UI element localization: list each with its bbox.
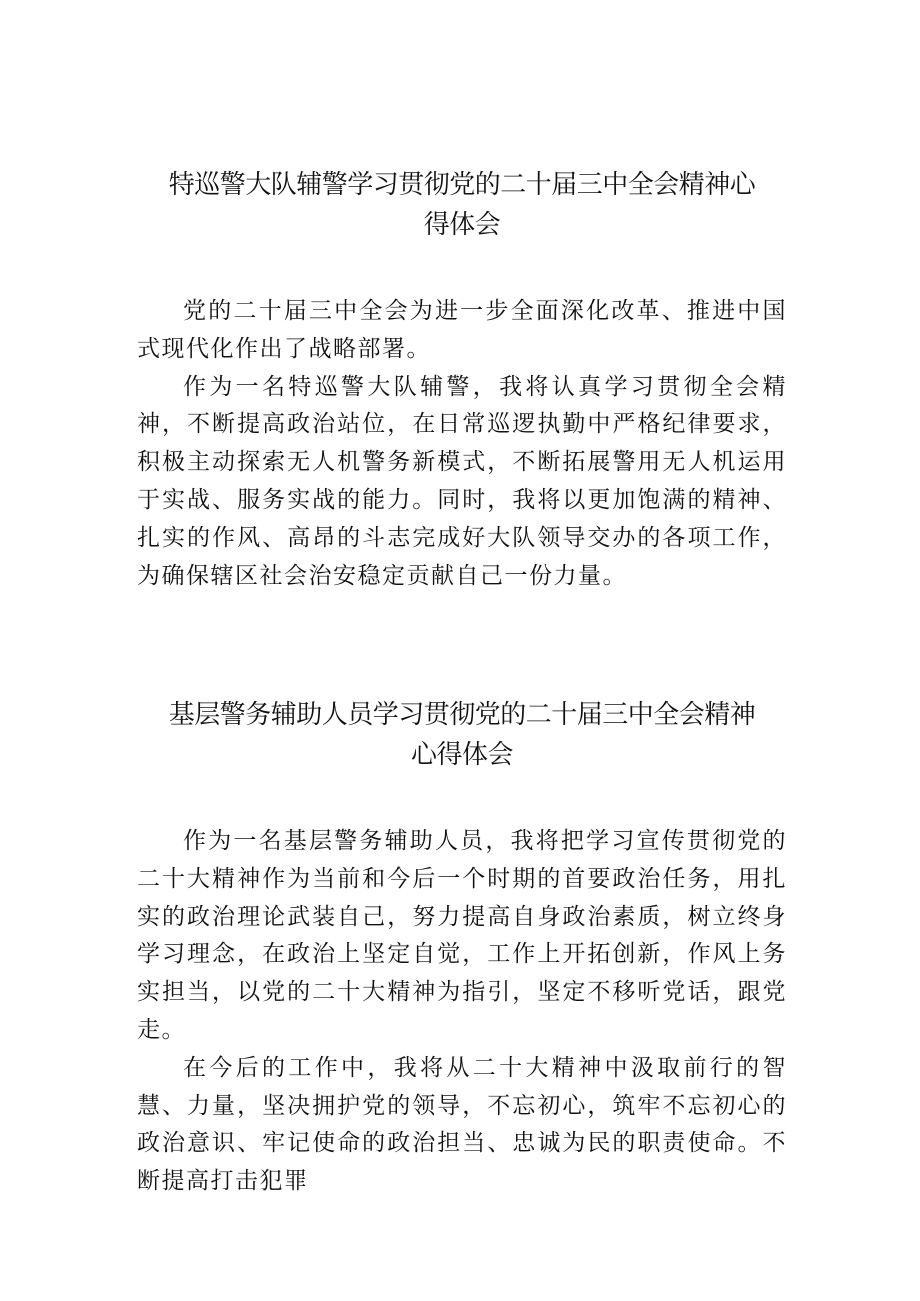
article-1-title-line-1: 特巡警大队辅警学习贯彻党的二十届三中全会精神心 bbox=[168, 170, 756, 200]
article-2-title-line-1: 基层警务辅助人员学习贯彻党的二十届三中全会精神 bbox=[168, 700, 756, 730]
article-1 bbox=[137, 165, 787, 595]
article-2-title bbox=[137, 695, 787, 775]
article-2-paragraph-1: 作为一名基层警务辅助人员，我将把学习宣传贯彻党的二十大精神作为当前和今后一个时期的首要政治任务，用扎实的政治理论武装自己，努力提高自身政治素质，树立终身学习理念，在政治上坚定自觉，工作上开拓创新，作风上务实担当，以党的二十大精神为指引，坚定不移听党话，跟党走。 bbox=[137, 828, 787, 1043]
article-1-paragraph-2: 作为一名特巡警大队辅警，我将认真学习贯彻全会精神，不断提高政治站位，在日常巡逻执勤中严格纪律要求，积极主动探索无人机警务新模式，不断拓展警用无人机运用于实战、服务实战的能力。同时，我将以更加饱满的精神、扎实的作风、高昂的斗志完成好大队领导交办的各项工作，为确保辖区社会治安稳定贡献自己一份力量。 bbox=[137, 373, 787, 589]
article-1-title-line-2: 得体会 bbox=[423, 210, 501, 240]
article-2 bbox=[137, 695, 787, 1201]
article-2-body bbox=[137, 823, 787, 1201]
article-1-body bbox=[137, 293, 787, 595]
article-2-paragraph-2: 在今后的工作中，我将从二十大精神中汲取前行的智慧、力量，坚决拥护党的领导，不忘初心，筑牢不忘初心的政治意识、牢记使命的政治担当、忠诚为民的职责使命。不断提高打击犯罪 bbox=[137, 1054, 787, 1195]
article-1-title bbox=[137, 165, 787, 245]
article-1-paragraph-1: 党的二十届三中全会为进一步全面深化改革、推进中国式现代化作出了战略部署。 bbox=[137, 298, 787, 362]
article-2-title-line-2: 心得体会 bbox=[410, 740, 513, 770]
